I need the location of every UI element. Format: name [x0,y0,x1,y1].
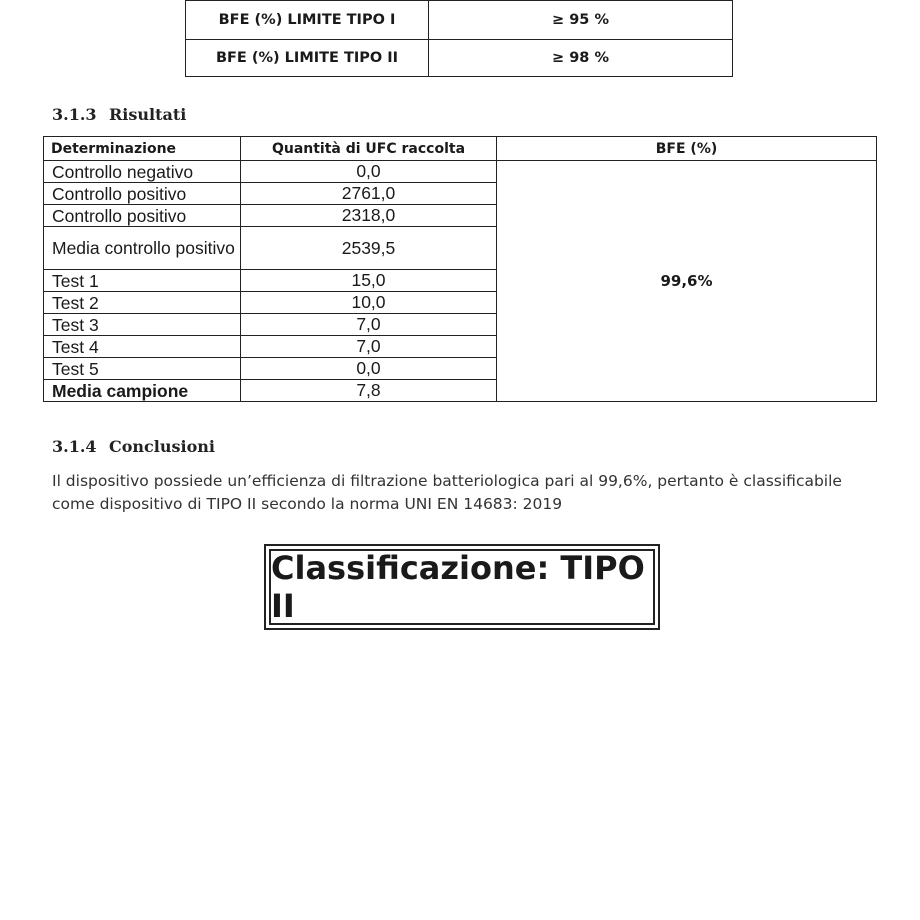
row-label: Controllo positivo [44,183,241,205]
table-row [44,161,877,183]
limit-row [186,1,733,40]
row-value: 2761,0 [241,183,497,205]
row-label: Test 3 [44,314,241,336]
conclusion-paragraph: Il dispositivo possiede un’efficienza di filtrazione batteriologica pari al 99,6%, pertanto è classificabile come dispositivo di TIPO II secondo la norma UNI EN 14683: 2019 [52,472,842,513]
row-label: Test 2 [44,292,241,314]
row-value: 7,8 [241,380,497,402]
row-label: Media controllo positivo [44,227,241,270]
section-title: Risultati [109,105,187,124]
column-header: Determinazione [44,137,241,161]
column-header: Quantità di UFC raccolta [241,137,497,161]
row-label: Test 5 [44,358,241,380]
section-number: 3.1.3 [52,105,97,124]
column-header: BFE (%) [497,137,877,161]
results-header-row [44,137,877,161]
row-value: 7,0 [241,336,497,358]
row-value: 0,0 [241,161,497,183]
row-value: 7,0 [241,314,497,336]
row-label: Test 4 [44,336,241,358]
row-value: 2318,0 [241,205,497,227]
row-label: Controllo positivo [44,205,241,227]
limits-table [185,0,733,77]
bfe-value: 99,6% [497,161,877,402]
row-label: Controllo negativo [44,161,241,183]
row-value: 0,0 [241,358,497,380]
row-value: 2539,5 [241,227,497,270]
row-label: Media campione [44,380,241,402]
limit-label: BFE (%) LIMITE TIPO II [186,40,429,77]
limit-row [186,40,733,77]
section-title: Conclusioni [109,437,215,456]
conclusions-heading [52,437,215,456]
limit-label: BFE (%) LIMITE TIPO I [186,1,429,40]
section-number: 3.1.4 [52,437,97,456]
classification-label: Classificazione: TIPO II [269,549,655,625]
limit-value: ≥ 95 % [429,1,733,40]
results-table [43,136,877,402]
row-value: 15,0 [241,270,497,292]
limit-value: ≥ 98 % [429,40,733,77]
row-label: Test 1 [44,270,241,292]
results-heading [52,105,186,124]
classification-box [264,544,660,630]
row-value: 10,0 [241,292,497,314]
